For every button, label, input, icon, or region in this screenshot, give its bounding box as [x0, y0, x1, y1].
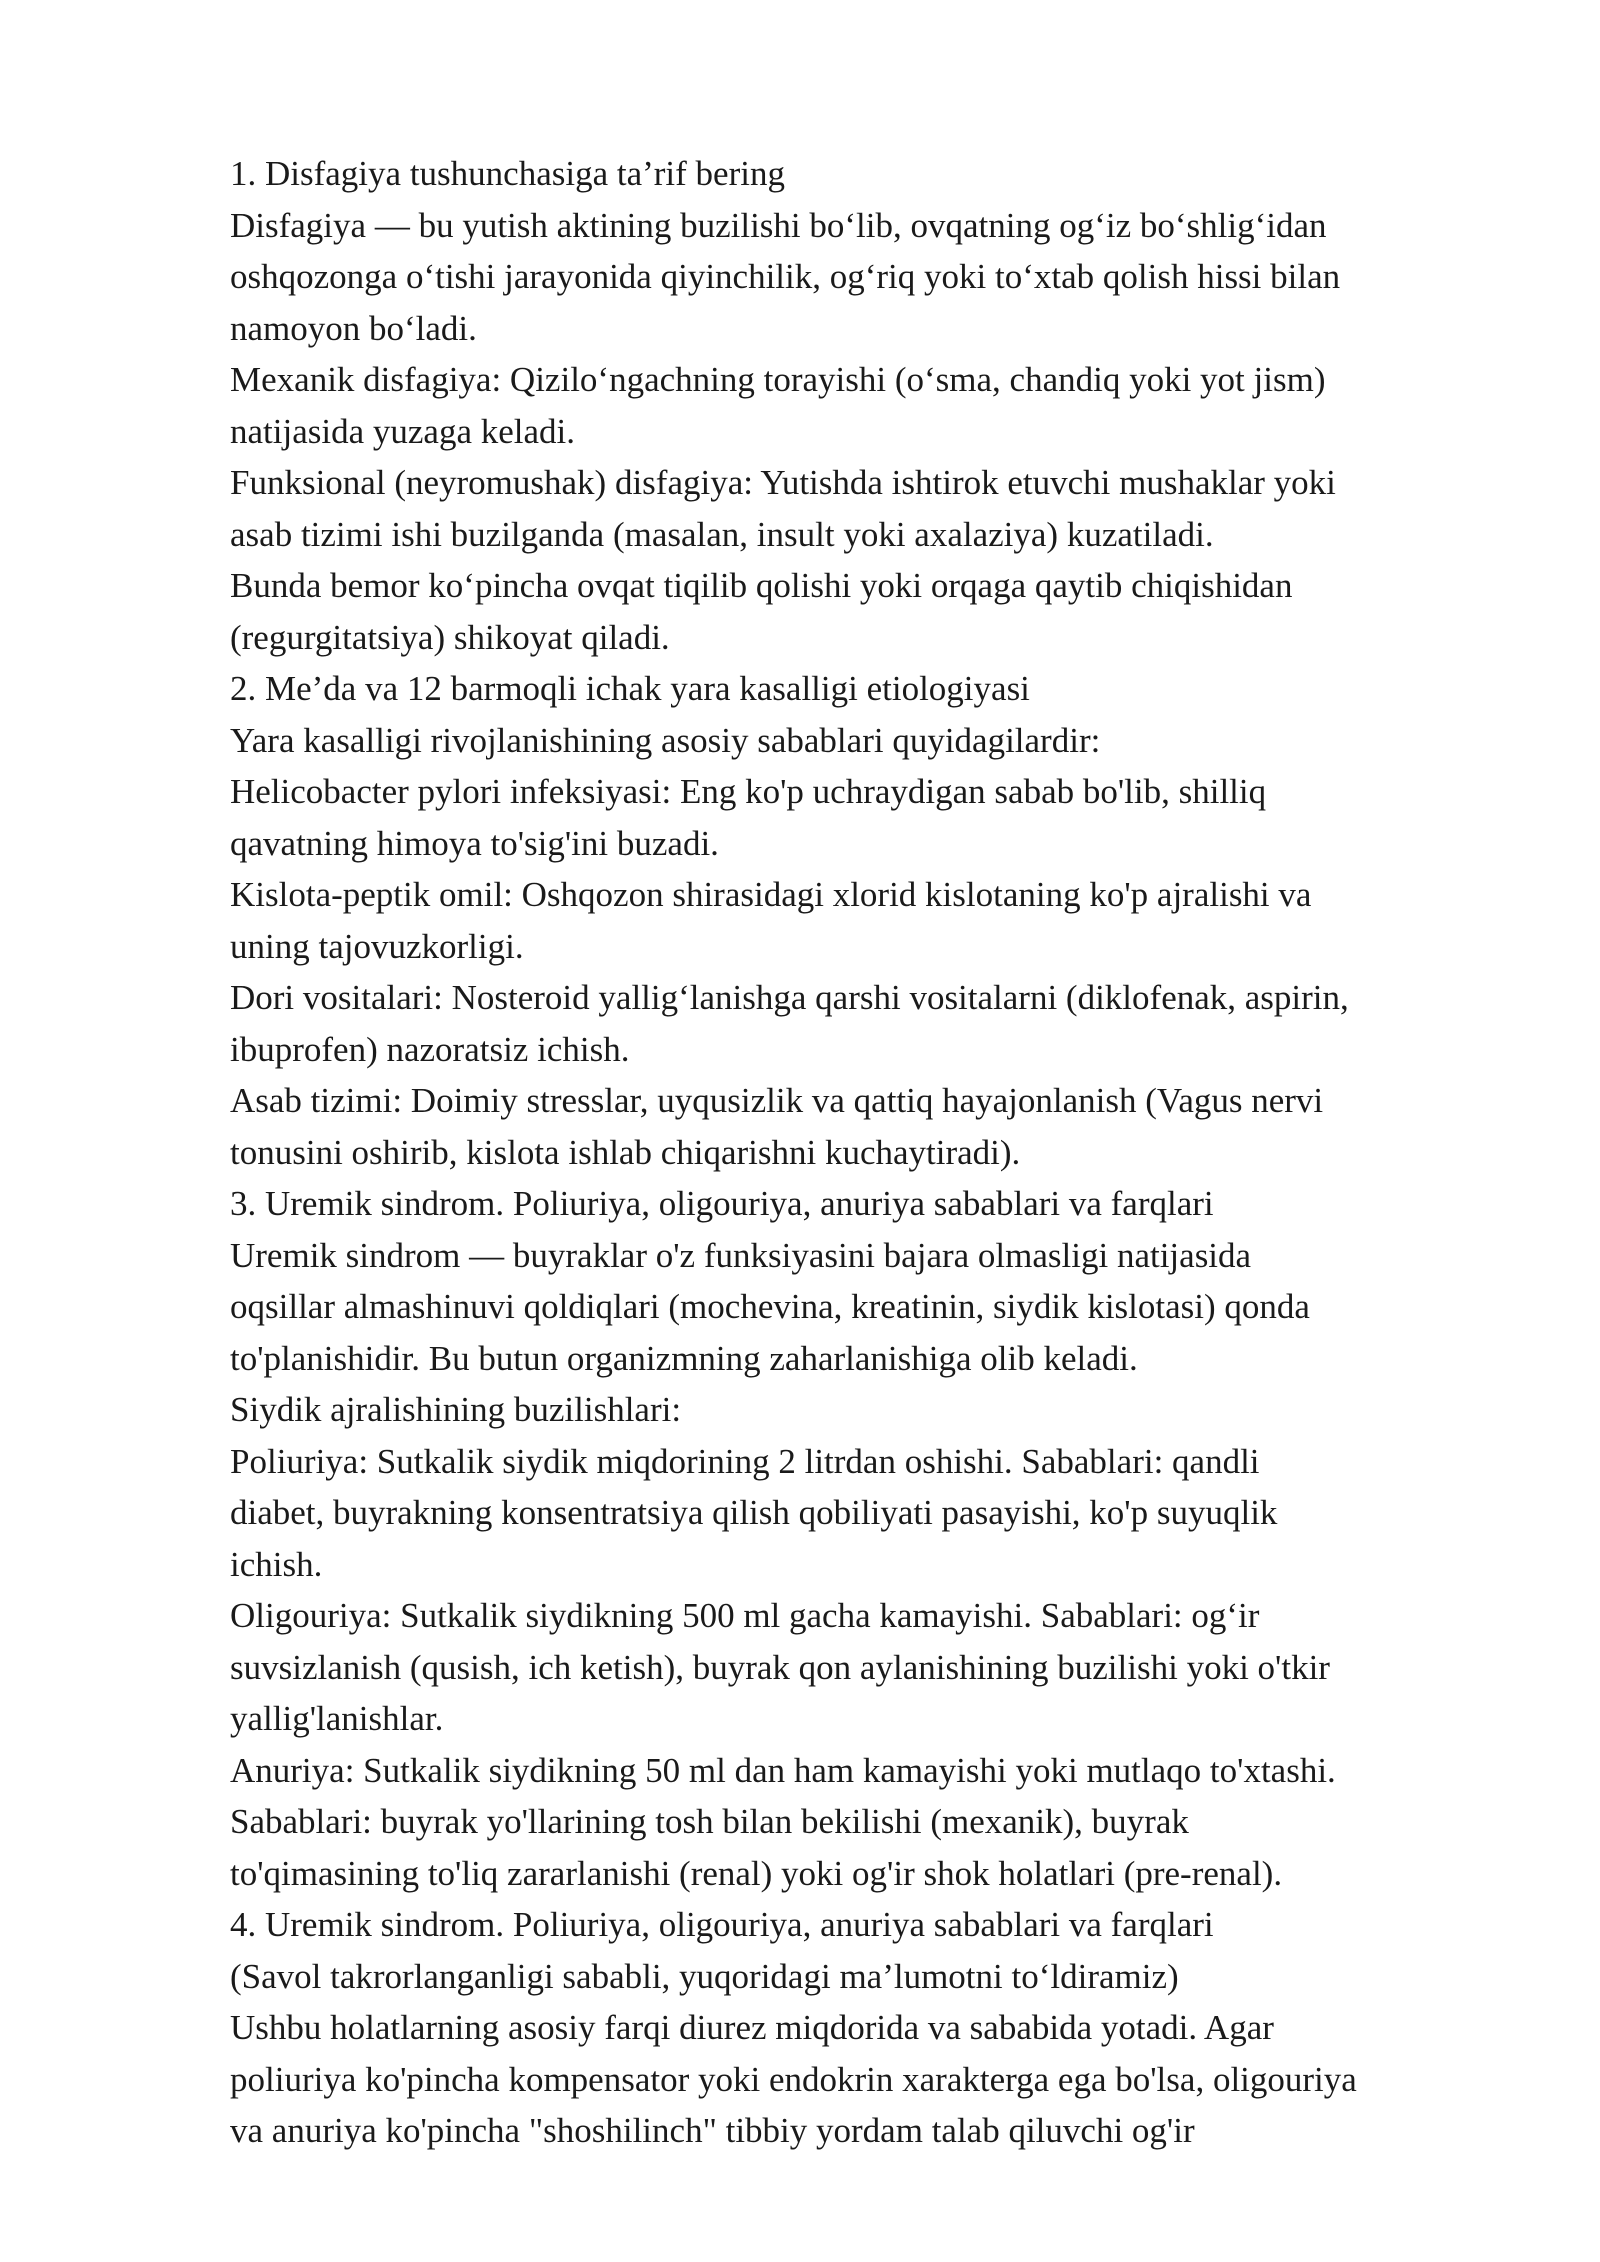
text-line: Mexanik disfagiya: Qizilo‘ngachning torayishi (o‘sma, chandiq yoki yot jism) — [230, 360, 1326, 399]
text-line: Asab tizimi: Doimiy stresslar, uyqusizlik va qattiq hayajonlanish (Vagus nervi — [230, 1081, 1324, 1120]
text-line: (Savol takrorlanganligi sababli, yuqoridagi ma’lumotni to‘ldiramiz) — [230, 1956, 1179, 1996]
text-line: Helicobacter pylori infeksiyasi: Eng ko'p uchraydigan sabab bo'lib, shilliq — [230, 772, 1267, 811]
text-line: Bunda bemor ko‘pincha ovqat tiqilib qolishi yoki orqaga qaytib chiqishidan — [230, 566, 1293, 605]
text-line: va anuriya ko'pincha "shoshilinch" tibbiy yordam talab qiluvchi og'ir — [230, 2111, 1195, 2150]
text-line: asab tizimi ishi buzilganda (masalan, insult yoki axalaziya) kuzatiladi. — [230, 514, 1214, 554]
text-line: to'qimasining to'liq zararlanishi (renal) yoki og'ir shok holatlari (pre-renal). — [230, 1853, 1283, 1893]
text-line: Disfagiya — bu yutish aktining buzilishi bo‘lib, ovqatning og‘iz bo‘shlig‘idan — [230, 205, 1327, 245]
text-line: diabet, buyrakning konsentratsiya qilish qobiliyati pasayishi, ko'p suyuqlik — [230, 1493, 1278, 1532]
text-line: namoyon bo‘ladi. — [230, 308, 477, 348]
heading-4: 4. Uremik sindrom. Poliuriya, oligouriya, anuriya sabablari va farqlari — [230, 1905, 1214, 1944]
text-line: qavatning himoya to'sig'ini buzadi. — [230, 823, 719, 863]
text-line: to'planishidir. Bu butun organizmning zaharlanishiga olib keladi. — [230, 1338, 1138, 1378]
text-line: (regurgitatsiya) shikoyat qiladi. — [230, 617, 670, 657]
heading-1: 1. Disfagiya tushunchasiga ta’rif bering — [230, 154, 785, 193]
text-line: Poliuriya: Sutkalik siydik miqdorining 2 litrdan oshishi. Sabablari: qandli — [230, 1441, 1260, 1481]
text-line: Sabablari: buyrak yo'llarining tosh bilan bekilishi (mexanik), buyrak — [230, 1802, 1189, 1841]
text-line: Siydik ajralishining buzilishlari: — [230, 1390, 682, 1429]
text-line: natijasida yuzaga keladi. — [230, 411, 575, 451]
text-line: oqsillar almashinuvi qoldiqlari (mochevina, kreatinin, siydik kislotasi) qonda — [230, 1287, 1310, 1326]
text-line: uning tajovuzkorligi. — [230, 926, 524, 966]
text-line: poliuriya ko'pincha kompensator yoki endokrin xarakterga ega bo'lsa, oligouriya — [230, 2059, 1357, 2099]
text-line: tonusini oshirib, kislota ishlab chiqarishni kuchaytiradi). — [230, 1132, 1021, 1172]
text-line: oshqozonga o‘tishi jarayonida qiyinchilik, og‘riq yoki to‘xtab qolish hissi bilan — [230, 257, 1341, 296]
text-line: Oligouriya: Sutkalik siydikning 500 ml gacha kamayishi. Sabablari: og‘ir — [230, 1596, 1260, 1635]
text-line: Ushbu holatlarning asosiy farqi diurez miqdorida va sababida yotadi. Agar — [230, 2008, 1274, 2047]
text-line: ibuprofen) nazoratsiz ichish. — [230, 1029, 630, 1069]
heading-3: 3. Uremik sindrom. Poliuriya, oligouriya, anuriya sabablari va farqlari — [230, 1184, 1214, 1223]
text-line: suvsizlanish (qusish, ich ketish), buyrak qon aylanishining buzilishi yoki o'tkir — [230, 1647, 1330, 1687]
text-line: Dori vositalari: Nosteroid yallig‘lanishga qarshi vositalarni (diklofenak, aspirin, — [230, 978, 1349, 1017]
text-line: Yara kasalligi rivojlanishining asosiy sabablari quyidagilardir: — [230, 720, 1101, 760]
text-line: Uremik sindrom — buyraklar o'z funksiyasini bajara olmasligi natijasida — [230, 1235, 1252, 1275]
text-line: Kislota-peptik omil: Oshqozon shirasidagi xlorid kislotaning ko'p ajralishi va — [230, 875, 1312, 914]
text-line: ichish. — [230, 1544, 323, 1584]
text-line: Anuriya: Sutkalik siydikning 50 ml dan ham kamayishi yoki mutlaqo to'xtashi. — [230, 1750, 1336, 1790]
document-body — [230, 148, 1530, 2157]
text-line: Funksional (neyromushak) disfagiya: Yutishda ishtirok etuvchi mushaklar yoki — [230, 463, 1336, 502]
text-line: yallig'lanishlar. — [230, 1699, 444, 1738]
heading-2: 2. Me’da va 12 barmoqli ichak yara kasalligi etiologiyasi — [230, 669, 1030, 708]
